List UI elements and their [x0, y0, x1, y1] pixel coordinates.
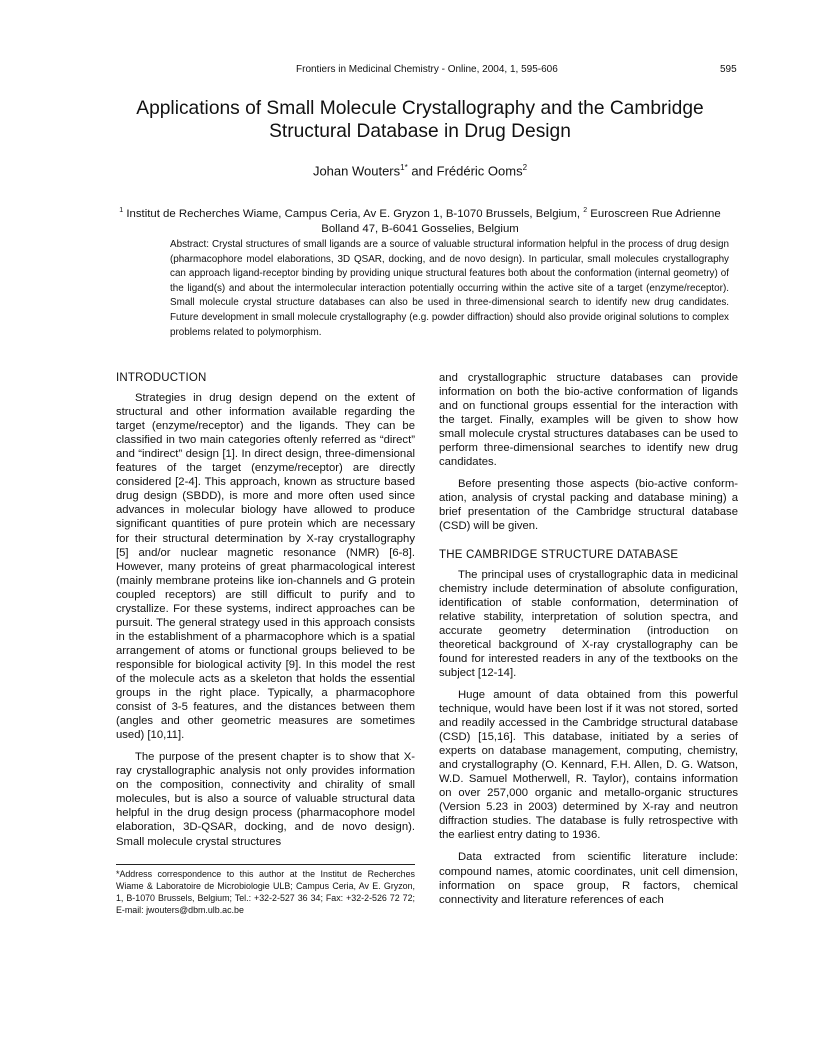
affiliation-mark: 2: [583, 207, 588, 214]
paragraph: Huge amount of data obtained from this powerful technique, would have been lost if it was not stored, sorted and readily accessed in the Cambridge structural database (CSD) [15,16]. This database, initiated by a series of experts on database management, computing, chemistry, and crystallography (O. Kennard, F.H. Allen, D. G. Watson, W.D. Samuel Motherwell, R. Taylor), contains information on over 257,000 organic and metallo-organic structures (Version 5.23 in 2003) determined by X-ray and neutron diffraction studies. The database is fully retrospective with the earliest entry dating to 1936.: [439, 688, 738, 842]
section-heading-csd: THE CAMBRIDGE STRUCTURE DATABASE: [439, 548, 679, 561]
author-affiliation-mark: 1*: [400, 163, 408, 172]
authors: [100, 163, 740, 178]
page-number: 595: [720, 64, 737, 75]
abstract-text: Crystal structures of small ligands are a source of valuable structural information helpful in the process of drug design (pharmacophore model elaborations, 3D QSAR, docking, and de novo design). In particular, small molecules crystallography can approach ligand-receptor binding by providing unique structural features both about the conformation (internal geometry) of the ligand(s) and about the intermolecular interaction potentially occurring within the active site of a target (enzyme/receptor). Small molecule crystal structure databases can also be used in three-dimensional search to identify new drug candidates. Future development in small molecule crystallography (e.g. powder diffraction) should also provide original solutions to complex problems related to polymorphism.: [170, 239, 729, 338]
paragraph: The purpose of the present chapter is to show that X-ray crystallographic analysis not only provides information on the composition, connectivity and chirality of small molecules, but is also a source of valuable structural data helpful in the drug design process (pharmacophore model elaboration, 3D-QSAR, docking, and de novo design). Small molecule crystal structures: [116, 751, 415, 848]
column-right: [439, 371, 738, 915]
paragraph: The principal uses of crystallographic data in medicinal chemistry include determination of absolute configuration, identification of stable conformation, determination of relative stability, interpretation of solution spectra, and accurate geometry determination (introduction on theoretical background of X-ray crystallography can be found for interested readers in any of the textbooks on the subject [12-14].: [439, 568, 738, 679]
author-name: Frédéric Ooms: [436, 163, 523, 179]
abstract-label: Abstract:: [170, 239, 209, 250]
paragraph: Strategies in drug design depend on the extent of structural and other information available regarding the target (enzyme/receptor) and the ligands. They can be classified in two main categories oftenly referred as “direct” and “indirect” design [1]. In direct design, three-dimensional features of the target (enzyme/receptor) are directly considered [2-4]. This approach, known as structure based drug design (SBDD), is more and more often used since advances in molecular biology have allowed to produce significant quantities of pure protein which are necessary for their structural determination by X-ray crystallography [5] and/or nuclear magnetic resonance (NMR) [6-8]. However, many proteins of great pharmacological interest (mainly membrane proteins like ion-channels and G protein coupled receptors) are still difficult to purify and to crystallize. For these systems, indirect approaches can be pursuit. The general strategy used in this approach consists in the establishment of a pharmacophore which is a spatial arrangement of atoms or functional groups believed to be responsible for biological activity [9]. In this model the rest of the molecule acts as a skeleton that holds the essential groups in the right place. Typically, a pharmacophore consist of 3-5 features, and the distances between them (angles and other geometric measures are sometimes used) [10,11].: [116, 392, 415, 742]
author-affiliation-mark: 2: [522, 163, 528, 172]
paragraph: and crystallographic structure databases can provide information on both the bio-active conformation of ligands and on functional groups essential for the interaction with the target. Finally, examples will be given to show how small molecule crystal structures databases can be used to perform three-dimensional searches to identify new drug candidates.: [439, 372, 738, 469]
paper-title: Applications of Small Molecule Crystallography and the Cambridge Structural Database in Drug Design: [136, 98, 704, 142]
footnote-divider: [116, 864, 415, 865]
affiliation-text: Institut de Recherches Wiame, Campus Ceria, Av E. Gryzon 1, B-1070 Brussels, Belgium,: [123, 207, 584, 220]
journal-citation: Frontiers in Medicinal Chemistry - Online, 2004, 1, 595-606: [296, 64, 558, 75]
correspondence-footnote: *Address correspondence to this author at the Institut de Recherches Wiame & Laboratoire de Microbiologie ULB; Campus Ceria, Av E. Gryzon, 1, B-1070 Brussels, Belgium; Tel.: +32-2-527 36 34; Fax: +32-2-526 72 72; E-mail: jwouters@dbm.ulb.ac.be: [116, 869, 415, 915]
abstract: [170, 238, 729, 340]
author-conjunction: and: [407, 163, 437, 179]
affiliation-mark: 1: [119, 207, 124, 214]
author-name: Johan Wouters: [312, 163, 401, 179]
section-heading-introduction: INTRODUCTION: [116, 372, 207, 384]
paragraph: Before presenting those aspects (bio-active conform-ation, analysis of crystal packing and database mining) a brief presentation of the Cambridge structural database (CSD) will be given.: [439, 478, 738, 533]
affiliations: [110, 203, 730, 237]
column-left: [116, 371, 415, 857]
paragraph: Data extracted from scientific literature include: compound names, atomic coordinates, unit cell dimension, information on space group, R factors, chemical connectivity and literature references of each: [439, 851, 738, 906]
affiliation-text: Euroscreen Rue Adrienne Bolland 47, B-6041 Gosselies, Belgium: [321, 207, 721, 235]
